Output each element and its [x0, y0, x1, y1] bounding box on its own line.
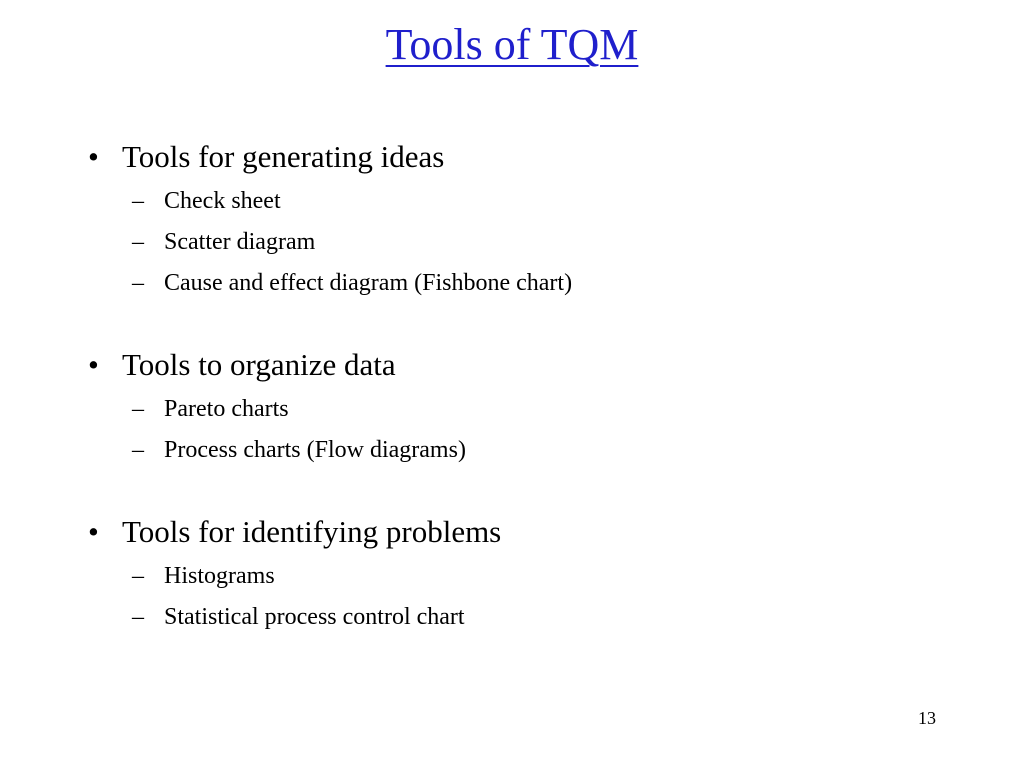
bullet-heading: Tools for identifying problems — [122, 514, 502, 549]
sub-item-label: Cause and effect diagram (Fishbone chart) — [164, 270, 573, 296]
sub-item-label: Process charts (Flow diagrams) — [164, 437, 466, 463]
sub-item — [132, 389, 968, 430]
bullet-heading: Tools to organize data — [122, 347, 396, 382]
bullet-item — [88, 511, 968, 553]
sub-item — [132, 430, 968, 471]
sub-item-label: Scatter diagram — [164, 229, 316, 255]
sub-item-label: Pareto charts — [164, 396, 289, 422]
sub-list — [88, 389, 968, 471]
dash-icon: – — [132, 229, 144, 255]
section-generating-ideas — [88, 136, 968, 304]
dash-icon: – — [132, 270, 144, 296]
bullet-icon: • — [88, 514, 99, 549]
bullet-icon: • — [88, 347, 99, 382]
dash-icon: – — [132, 188, 144, 214]
sub-item-label: Histograms — [164, 563, 275, 589]
sub-item-label: Check sheet — [164, 188, 281, 214]
page-number: 13 — [918, 708, 936, 728]
section-organize-data — [88, 344, 968, 471]
sub-item — [132, 556, 968, 597]
sub-item — [132, 263, 968, 304]
sub-list — [88, 556, 968, 638]
dash-icon: – — [132, 437, 144, 463]
dash-icon: – — [132, 563, 144, 589]
slide-title: Tools of TQM — [385, 20, 639, 69]
sub-item — [132, 181, 968, 222]
bullet-icon: • — [88, 139, 99, 174]
bullet-item — [88, 136, 968, 178]
bullet-item — [88, 344, 968, 386]
section-identifying-problems — [88, 511, 968, 638]
sub-list — [88, 181, 968, 304]
dash-icon: – — [132, 396, 144, 422]
dash-icon: – — [132, 604, 144, 630]
sub-item-label: Statistical process control chart — [164, 604, 465, 630]
bullet-heading: Tools for generating ideas — [122, 139, 445, 174]
sub-item — [132, 222, 968, 263]
sub-item — [132, 597, 968, 638]
bullet-list — [88, 136, 968, 678]
